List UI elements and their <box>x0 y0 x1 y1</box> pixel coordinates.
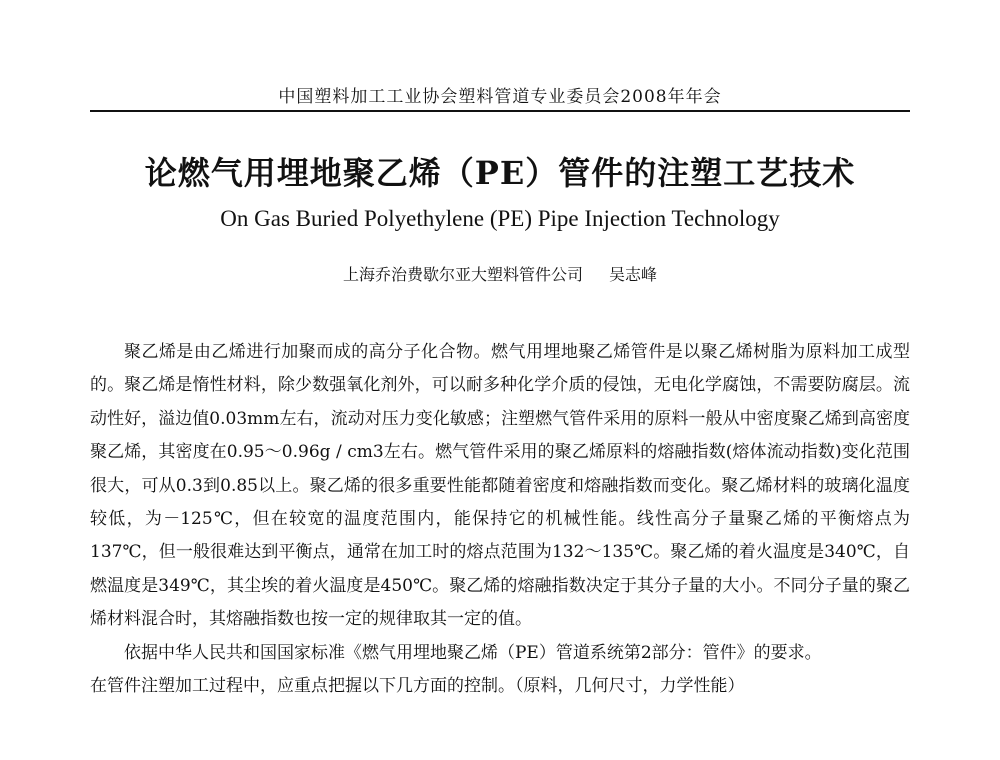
body-paragraph: 依据中华人民共和国国家标准《燃气用埋地聚乙烯（PE）管道系统第2部分：管件》的要求。 <box>124 642 822 663</box>
paper-title-chinese: 论燃气用埋地聚乙烯（PE）管件的注塑工艺技术 <box>144 154 856 192</box>
author-line <box>300 262 700 285</box>
paper-title-english: On Gas Buried Polyethylene (PE) Pipe Injection Technology <box>220 206 780 231</box>
affiliation: 上海乔治费歇尔亚大塑料管件公司 <box>342 265 583 284</box>
conference-header: 中国塑料加工工业协会塑料管道专业委员会2008年年会 <box>278 87 722 107</box>
header-divider <box>90 110 910 112</box>
author-name: 吴志峰 <box>609 265 658 284</box>
paper-body <box>90 336 910 703</box>
body-paragraph: 聚乙烯是由乙烯进行加聚而成的高分子化合物。燃气用埋地聚乙烯管件是以聚乙烯树脂为原料加工成型的。聚乙烯是惰性材料，除少数强氧化剂外，可以耐多种化学介质的侵蚀，无电化学腐蚀，不需要防腐层。流动性好，溢边值0.03mm左右，流动对压力变化敏感；注塑燃气管件采用的原料一般从中密度聚乙烯到高密度聚乙烯，其密度在0.95～0.96g / cm3左右。燃气管件采用的聚乙烯原料的熔融指数(熔体流动指数)变化范围很大，可从0.3到0.85以上。聚乙烯的很多重要性能都随着密度和熔融指数而变化。聚乙烯材料的玻璃化温度较低，为－125℃，但在较宽的温度范围内，能保持它的机械性能。线性高分子量聚乙烯的平衡熔点为137℃，但一般很难达到平衡点，通常在加工时的熔点范围为132～135℃。聚乙烯的着火温度是340℃，自燃温度是349℃，其尘埃的着火温度是450℃。聚乙烯的熔融指数决定于其分子量的大小。不同分子量的聚乙烯材料混合时，其熔融指数也按一定的规律取其一定的值。 <box>90 342 910 630</box>
body-paragraph: 在管件注塑加工过程中，应重点把握以下几方面的控制。（原料，几何尺寸，力学性能） <box>90 676 745 697</box>
